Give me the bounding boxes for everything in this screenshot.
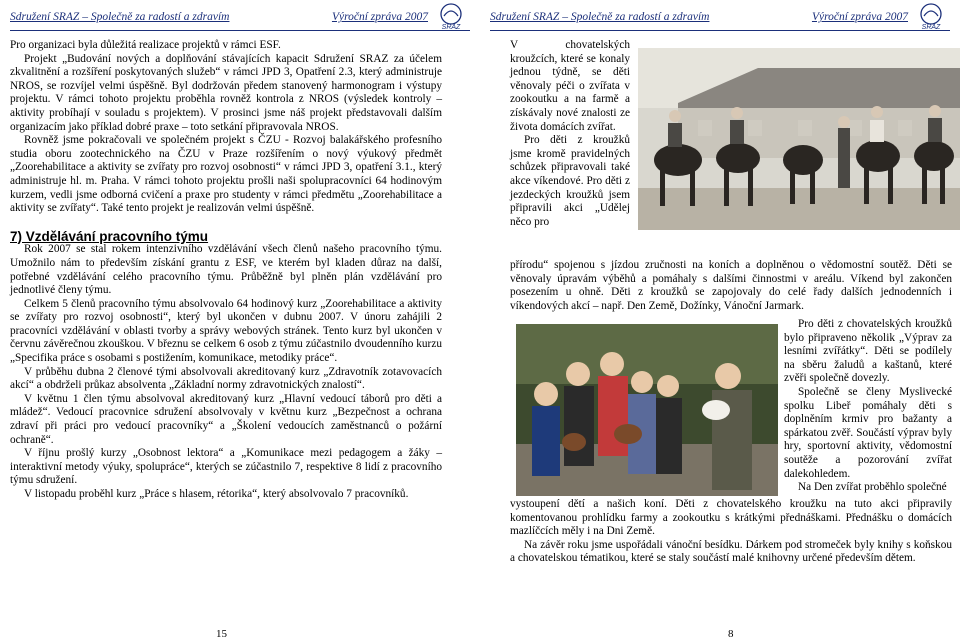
header-rule [490, 30, 950, 31]
header-report: Výroční zpráva 2007 [811, 11, 908, 23]
svg-text:SRAZ: SRAZ [441, 24, 461, 30]
page-number: 15 [216, 628, 227, 640]
paragraph: V chovatelských kroužcích, které se konaly jednou týdně, se děti věnovaly péči o zvířata v zookoutku a na farmě a získávaly nové znalosti ze života domácích zvířat. [510, 39, 630, 133]
narrow-column-top [510, 39, 630, 229]
children-rabbit-photo-icon [516, 324, 778, 496]
paragraph: Celkem 5 členů pracovního týmu absolvovalo 64 hodinový kurz „Zoorehabilitace a aktivity se zvířaty pro rozvoj osobnosti“, který byl ukončen v dubnu 2007. V únoru zahájili 2 pracovníci vzdělávání v oblasti tvorby a správy webových stránek. Tento kurz byl ukončen v červnu závěrečnou zkouškou. V březnu se celkem 6 osob z týmu zúčastnilo dvoudenního kurzu „Specifika práce s osobami s postižením, komunikace, metodiky práce“. [10, 297, 442, 365]
header-report: Výroční zpráva 2007 [331, 11, 428, 23]
paragraph: Na závěr roku jsme uspořádali vánoční besídku. Dárkem pod stromeček byly knihy s koňskou a chovatelskou tématikou, které se staly součástí malé knihovny určené především dětem. [510, 538, 952, 565]
paragraph: Rok 2007 se stal rokem intenzivního vzdělávání všech členů našeho pracovního týmu. Umožnilo nám to především získání grantu z ESF, ve kterém byl kladen důraz na další, potřebné vzdělávání celého pracovního týmu. Průběžně byl plněn plán vzdělávání pro jednotlivé členy týmu. [10, 243, 442, 297]
paragraph: Projekt „Budování nových a doplňování stávajících kapacit Sdružení SRAZ za účelem zkvalitnění a rozšíření poskytovaných služeb“ v rámci JPD 3, Opatření 2.3, který administruje NROS, se rozvíjel velmi úspěšně. Byl dodržován předem stanovený harmonogram i výstupy projektu. V rámci tohoto projektu proběhla rovněž kontrola z NROS (výsledek kontroly – aktivity probíhají v souladu s projektem). V prosinci jsme náš projekt představovali dalším organizacím jako příklad dobré praxe – toto setkání připravovala NROS. [10, 52, 442, 133]
header-rule [10, 30, 470, 31]
page-header [490, 8, 952, 28]
sraz-logo-icon [912, 2, 950, 30]
paragraph: V květnu 1 člen týmu absolvoval akreditovaný kurz „Hlavní vedoucí táborů pro děti a mládež“. Vedoucí pracovnice sdružení absolvovaly v květnu kurz „Bezpečnost a ochrana zdraví při práci pro vedoucí pracovníky“ a „Školení vedoucích zaměstnanců o požární ochraně“. [10, 392, 442, 446]
left-text-column [10, 39, 442, 502]
paragraph: Pro děti z kroužků jsme kromě pravidelných schůzek připravovali také akce víkendové. Pro děti z jezdeckých kroužků jsem připravili akci „Udělej něco pro [510, 134, 630, 228]
paragraph: V průběhu dubna 2 členové tými absolvovali akreditovaný kurz „Zdravotník zotavovacích akcí“ a obdrželi průkaz absolventa „Základní normy zdravotnických znalostí“. [10, 365, 442, 392]
page-number: 8 [728, 628, 734, 640]
paragraph: Na Den zvířat proběhlo společné [798, 481, 947, 494]
header-org: Sdružení SRAZ – Společně za radostí a zdravím [10, 11, 230, 23]
svg-text:SRAZ: SRAZ [921, 24, 941, 30]
paragraph: Společně se členy Myslivecké spolku Libeř pomáhaly děti s doplněním krmiv pro bažanty a spárkatou zvěř. Součástí výprav byly hry, sportovní aktivity, vědomostní soutěže a pozorování zvířat dalekohledem. [784, 385, 952, 480]
paragraph: Pro organizaci byla důležitá realizace projektů v rámci ESF. [10, 39, 281, 51]
paragraph: V listopadu proběhl kurz „Práce s hlasem, rétorika“, který absolvovalo 7 pracovníků. [24, 488, 409, 500]
paragraph: Pro děti z chovatelských kroužků bylo připraveno několik „Výprav za lesními zvířátky“. Děti se podílely na sběru žaludů a kaštanů, které zvěři společně dovezly. [784, 318, 952, 385]
page-header [10, 8, 472, 28]
right-text-para-b [510, 498, 952, 566]
paragraph: přírodu“ spojenou s jízdou zručnosti na koních a doplněnou o vědomostní soutěž. Děti se věnovaly úpravám výběhů a pomáhaly s dalšími činnostmi v areálu. Víkend byl zakončen posezením u ohně. Děti z kroužků se zapojovaly do celé řady dalších jednodenních i víkendových akcí – např. Den Země, Dožínky, Vánoční Jarmark. [510, 259, 952, 312]
paragraph: Rovněž jsme pokračovali ve společném projekt s ČZU - Rozvoj balakářského profesního studia oboru zootechnického na ČZU v Praze rozšířením o nový výukový předmět „Zoorehabilitace a aktivity se zvířaty pro rozvoj osobnosti“ v rámci JPD 3, opatření 3.1., který administruje hl. m. Praha. V rámci tohoto projektu prošli naši spolupracovníci 64 hodinovým kurzem, vedli jsme odborná cvičení a praxe pro studenty v rámci předmětu „Zoorehabilitace a aktivity se zvířaty“. Také tento projekt je realizován velmi úspěšně. [10, 134, 442, 215]
right-page [480, 0, 960, 639]
header-org: Sdružení SRAZ – Společně za radostí a zdravím [490, 11, 710, 23]
left-page [0, 0, 480, 639]
right-text-para-a [510, 259, 952, 313]
sraz-logo-icon [432, 2, 470, 30]
paragraph: V říjnu prošlý kurzy „Osobnost lektora“ a „Komunikace mezi pedagogem a žáky – interaktivní metody výuky, spolupráce“, kterých se zúčastnilo 7, respektive 8 lidí z pracovního týmu sdružení. [10, 447, 442, 487]
horse-riders-photo-icon [638, 48, 960, 230]
right-narrow-col [784, 318, 952, 495]
paragraph: vystoupení dětí a našich koní. Děti z chovatelského kroužku na tuto akci připravily komentovanou prohlídku farmy a zookoutku s krátkými přednáškami. Přednášku o domácích mazlíčcích měly i na Dni Země. [510, 498, 952, 538]
section-heading: 7) Vzdělávání pracovního týmu [10, 228, 209, 244]
